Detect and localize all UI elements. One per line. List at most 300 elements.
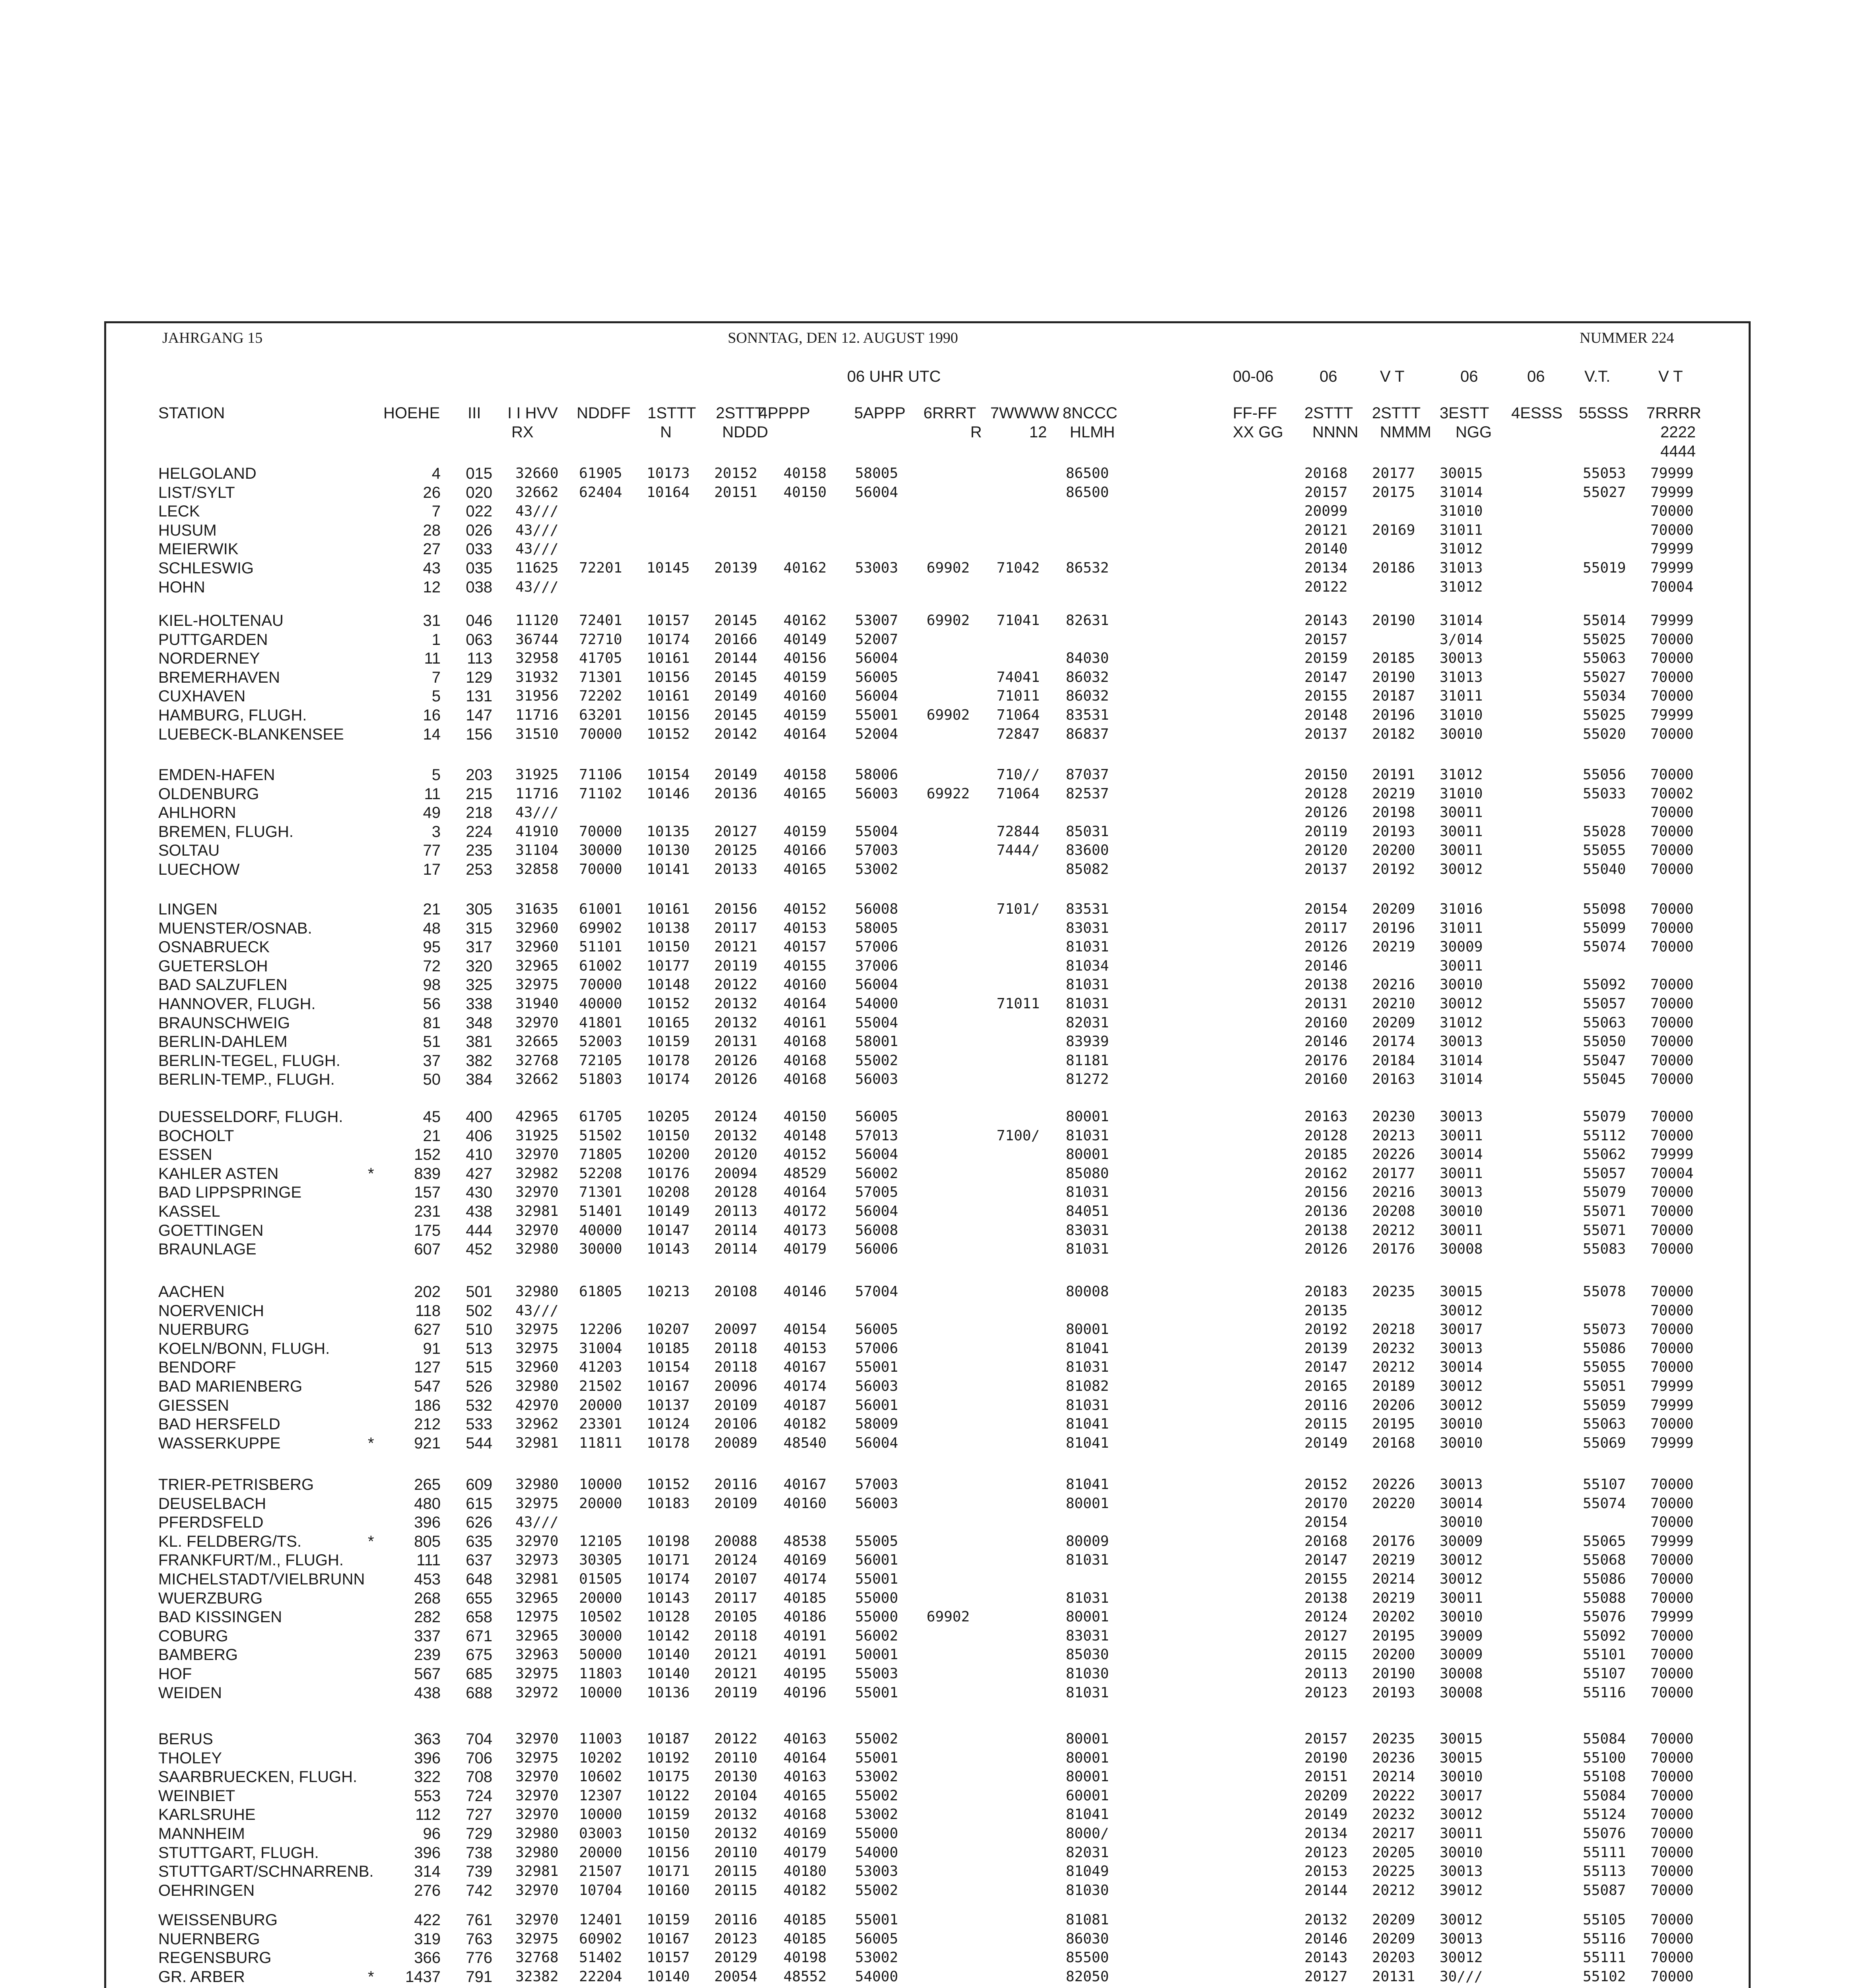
cell-2sttt-c: 20222 bbox=[1372, 1787, 1415, 1804]
cell-8nccc: 82537 bbox=[1066, 785, 1109, 802]
cell-2sttt: 20106 bbox=[714, 1416, 758, 1433]
cell-5appp: 53002 bbox=[855, 1949, 898, 1966]
cell-55sss: 55071 bbox=[1583, 1203, 1626, 1219]
cell-5appp: 58005 bbox=[855, 465, 898, 481]
cell-55sss: 55074 bbox=[1583, 939, 1626, 955]
cell-ihvv: 32980 bbox=[515, 1844, 559, 1861]
cell-5appp: 58006 bbox=[855, 767, 898, 783]
table-row bbox=[0, 1202, 1858, 1221]
cell-4pppp: 40160 bbox=[783, 977, 827, 993]
cell-7rrrr: 70000 bbox=[1650, 1052, 1694, 1069]
cell-4pppp: 40168 bbox=[783, 1033, 827, 1050]
cell-1sttt: 10176 bbox=[647, 1165, 690, 1182]
cell-55sss: 55057 bbox=[1583, 996, 1626, 1012]
cell-3estt: 30008 bbox=[1440, 1241, 1483, 1258]
cell-2sttt: 20123 bbox=[714, 1930, 758, 1947]
cell-station: DUESSELDORF, FLUGH. bbox=[158, 1108, 343, 1126]
table-row bbox=[0, 706, 1858, 725]
cell-2sttt-c: 20217 bbox=[1372, 1825, 1415, 1842]
cell-3estt: 30012 bbox=[1440, 1949, 1483, 1966]
cell-2sttt-b: 20126 bbox=[1304, 804, 1348, 821]
cell-3estt: 31010 bbox=[1440, 785, 1483, 802]
cell-2sttt: 20109 bbox=[714, 1397, 758, 1413]
cell-hoehe: 322 bbox=[414, 1768, 441, 1786]
cell-55sss: 55019 bbox=[1583, 560, 1626, 576]
cell-4pppp: 40182 bbox=[783, 1416, 827, 1433]
cell-iii: 015 bbox=[466, 465, 492, 482]
cell-4pppp: 40169 bbox=[783, 1552, 827, 1569]
cell-ihvv: 32973 bbox=[515, 1552, 559, 1569]
cell-hoehe: 175 bbox=[414, 1221, 441, 1239]
cell-2sttt-b: 20159 bbox=[1304, 650, 1348, 667]
cell-nddff: 72105 bbox=[579, 1052, 622, 1069]
cell-55sss: 55100 bbox=[1583, 1749, 1626, 1766]
col-1sttt: 1STTT bbox=[647, 404, 696, 422]
cell-ihvv: 11716 bbox=[515, 785, 559, 802]
cell-3estt: 31014 bbox=[1440, 612, 1483, 629]
cell-5appp: 56008 bbox=[855, 1222, 898, 1239]
cell-iii: 513 bbox=[466, 1340, 492, 1357]
table-row bbox=[0, 1013, 1858, 1033]
cell-5appp: 55002 bbox=[855, 1731, 898, 1747]
col-top-06c: 06 bbox=[1527, 368, 1545, 385]
cell-ihvv: 32960 bbox=[515, 939, 559, 955]
cell-4pppp: 40152 bbox=[783, 1146, 827, 1163]
cell-5appp: 55005 bbox=[855, 1533, 898, 1549]
cell-3estt: 30012 bbox=[1440, 1397, 1483, 1413]
cell-2sttt-c: 20200 bbox=[1372, 842, 1415, 859]
cell-7rrrr: 79999 bbox=[1650, 707, 1694, 723]
cell-55sss: 55111 bbox=[1583, 1949, 1626, 1966]
cell-ihvv: 43/// bbox=[515, 541, 559, 557]
table-row bbox=[0, 649, 1858, 668]
cell-hoehe: 396 bbox=[414, 1749, 441, 1767]
cell-7wwww: 71042 bbox=[997, 560, 1040, 576]
cell-2sttt-c: 20209 bbox=[1372, 1930, 1415, 1947]
cell-iii: 305 bbox=[466, 901, 492, 918]
cell-7rrrr: 70000 bbox=[1650, 669, 1694, 685]
cell-nddff: 72710 bbox=[579, 631, 622, 648]
cell-iii: 685 bbox=[466, 1665, 492, 1683]
cell-4pppp: 40146 bbox=[783, 1283, 827, 1300]
cell-1sttt: 10200 bbox=[647, 1146, 690, 1163]
cell-4pppp: 40154 bbox=[783, 1321, 827, 1338]
cell-ihvv: 31932 bbox=[515, 669, 559, 685]
cell-55sss: 55079 bbox=[1583, 1184, 1626, 1201]
cell-5appp: 37006 bbox=[855, 957, 898, 974]
cell-7rrrr: 70000 bbox=[1650, 1806, 1694, 1823]
table-row bbox=[0, 900, 1858, 919]
cell-8nccc: 84030 bbox=[1066, 650, 1109, 667]
cell-nddff: 10602 bbox=[579, 1769, 622, 1785]
cell-ihvv: 41910 bbox=[515, 823, 559, 840]
cell-2sttt-c: 20225 bbox=[1372, 1863, 1415, 1880]
cell-iii: 763 bbox=[466, 1930, 492, 1948]
cell-2sttt: 20127 bbox=[714, 823, 758, 840]
cell-2sttt-b: 20138 bbox=[1304, 1590, 1348, 1606]
cell-4pppp: 40165 bbox=[783, 861, 827, 878]
cell-1sttt: 10143 bbox=[647, 1241, 690, 1258]
cell-3estt: 30017 bbox=[1440, 1787, 1483, 1804]
cell-7rrrr: 70000 bbox=[1650, 1514, 1694, 1531]
cell-hoehe: 265 bbox=[414, 1476, 441, 1493]
cell-2sttt-c: 20206 bbox=[1372, 1397, 1415, 1413]
cell-hoehe: 396 bbox=[414, 1514, 441, 1532]
cell-station: NORDERNEY bbox=[158, 650, 260, 668]
col-c5: 4ESSS bbox=[1511, 404, 1563, 422]
cell-2sttt: 20109 bbox=[714, 1495, 758, 1512]
cell-1sttt: 10207 bbox=[647, 1321, 690, 1338]
cell-hoehe: 72 bbox=[423, 957, 441, 975]
table-row bbox=[0, 559, 1858, 578]
cell-2sttt-b: 20155 bbox=[1304, 688, 1348, 705]
cell-5appp: 55004 bbox=[855, 1014, 898, 1031]
cell-4pppp: 40167 bbox=[783, 1359, 827, 1376]
cell-4pppp: 40149 bbox=[783, 631, 827, 648]
cell-3estt: 30011 bbox=[1440, 957, 1483, 974]
cell-5appp: 54000 bbox=[855, 1968, 898, 1985]
cell-iii: 381 bbox=[466, 1033, 492, 1051]
cell-ihvv: 43/// bbox=[515, 1302, 559, 1319]
cell-5appp: 57003 bbox=[855, 1476, 898, 1493]
cell-1sttt: 10140 bbox=[647, 1646, 690, 1663]
cell-nddff: 10000 bbox=[579, 1476, 622, 1493]
cell-8nccc: 80001 bbox=[1066, 1731, 1109, 1747]
cell-7wwww: 710// bbox=[997, 767, 1040, 783]
cell-iii: 400 bbox=[466, 1108, 492, 1126]
cell-2sttt-b: 20146 bbox=[1304, 957, 1348, 974]
cell-55sss: 55063 bbox=[1583, 1014, 1626, 1031]
cell-ihvv: 32958 bbox=[515, 650, 559, 667]
cell-8nccc: 86837 bbox=[1066, 726, 1109, 742]
cell-2sttt: 20108 bbox=[714, 1283, 758, 1300]
cell-55sss: 55055 bbox=[1583, 1359, 1626, 1376]
cell-1sttt: 10122 bbox=[647, 1787, 690, 1804]
cell-4pppp: 40168 bbox=[783, 1806, 827, 1823]
cell-ihvv: 32980 bbox=[515, 1476, 559, 1493]
cell-8nccc: 81031 bbox=[1066, 1359, 1109, 1376]
cell-2sttt: 20124 bbox=[714, 1552, 758, 1569]
cell-7rrrr: 70000 bbox=[1650, 1627, 1694, 1644]
cell-7rrrr: 70000 bbox=[1650, 1552, 1694, 1569]
cell-iii: 325 bbox=[466, 976, 492, 994]
cell-hoehe: 438 bbox=[414, 1684, 441, 1702]
cell-3estt: 30010 bbox=[1440, 1514, 1483, 1531]
cell-55sss: 55088 bbox=[1583, 1590, 1626, 1606]
cell-4pppp: 40172 bbox=[783, 1203, 827, 1219]
cell-7rrrr: 79999 bbox=[1650, 1397, 1694, 1413]
cell-station: BERLIN-DAHLEM bbox=[158, 1033, 288, 1051]
cell-7rrrr: 70000 bbox=[1650, 503, 1694, 520]
cell-7rrrr: 70000 bbox=[1650, 1014, 1694, 1031]
cell-3estt: 30011 bbox=[1440, 1127, 1483, 1144]
cell-1sttt: 10154 bbox=[647, 767, 690, 783]
cell-4pppp: 40179 bbox=[783, 1844, 827, 1861]
cell-7rrrr: 70000 bbox=[1650, 823, 1694, 840]
table-row bbox=[0, 919, 1858, 938]
cell-iii: 410 bbox=[466, 1146, 492, 1164]
cell-4pppp: 40152 bbox=[783, 901, 827, 917]
cell-2sttt-b: 20147 bbox=[1304, 1359, 1348, 1376]
cell-station: DEUSELBACH bbox=[158, 1495, 266, 1512]
cell-6rrrt: 69902 bbox=[927, 1609, 970, 1625]
cell-3estt: 30011 bbox=[1440, 1165, 1483, 1182]
cell-ihvv: 32981 bbox=[515, 1571, 559, 1587]
cell-station: CUXHAVEN bbox=[158, 687, 246, 705]
cell-7wwww: 7101/ bbox=[997, 901, 1040, 917]
cell-1sttt: 10192 bbox=[647, 1749, 690, 1766]
cell-55sss: 55057 bbox=[1583, 1165, 1626, 1182]
cell-station: AACHEN bbox=[158, 1283, 225, 1301]
cell-4pppp: 40162 bbox=[783, 560, 827, 576]
cell-iii: 063 bbox=[466, 631, 492, 648]
col-top-06b: 06 bbox=[1460, 368, 1478, 385]
cell-8nccc: 83531 bbox=[1066, 707, 1109, 723]
cell-station: BAD MARIENBERG bbox=[158, 1378, 303, 1395]
cell-8nccc: 81031 bbox=[1066, 1590, 1109, 1606]
cell-8nccc: 85082 bbox=[1066, 861, 1109, 878]
cell-2sttt-b: 20137 bbox=[1304, 726, 1348, 742]
cell-4pppp: 40187 bbox=[783, 1397, 827, 1413]
cell-3estt: 30012 bbox=[1440, 861, 1483, 878]
cell-7wwww: 74041 bbox=[997, 669, 1040, 685]
cell-3estt: 30009 bbox=[1440, 1533, 1483, 1549]
cell-2sttt: 20142 bbox=[714, 726, 758, 742]
cell-2sttt-c: 20186 bbox=[1372, 560, 1415, 576]
cell-5appp: 56006 bbox=[855, 1241, 898, 1258]
cell-7wwww: 71064 bbox=[997, 785, 1040, 802]
col-top-00-06: 00-06 bbox=[1233, 368, 1274, 385]
cell-5appp: 56005 bbox=[855, 1321, 898, 1338]
cell-3estt: 31011 bbox=[1440, 522, 1483, 538]
cell-4pppp: 40153 bbox=[783, 1340, 827, 1357]
cell-1sttt: 10171 bbox=[647, 1863, 690, 1880]
cell-3estt: 30013 bbox=[1440, 1930, 1483, 1947]
cell-7rrrr: 70000 bbox=[1650, 996, 1694, 1012]
cell-8nccc: 82031 bbox=[1066, 1014, 1109, 1031]
cell-4pppp: 40165 bbox=[783, 1787, 827, 1804]
table-row bbox=[0, 1339, 1858, 1358]
cell-2sttt: 20145 bbox=[714, 612, 758, 629]
cell-2sttt: 20104 bbox=[714, 1787, 758, 1804]
col-5appp: 5APPP bbox=[854, 404, 906, 422]
cell-2sttt: 20131 bbox=[714, 1033, 758, 1050]
col-1sttt-sub: N bbox=[660, 423, 672, 441]
cell-ihvv: 32665 bbox=[515, 1033, 559, 1050]
cell-1sttt: 10128 bbox=[647, 1609, 690, 1625]
cell-ihvv: 43/// bbox=[515, 1514, 559, 1531]
cell-55sss: 55014 bbox=[1583, 612, 1626, 629]
col-nddff: NDDFF bbox=[577, 404, 631, 422]
cell-station: LUEBECK-BLANKENSEE bbox=[158, 725, 344, 743]
cell-3estt: 30011 bbox=[1440, 842, 1483, 859]
cell-nddff: 71805 bbox=[579, 1146, 622, 1163]
cell-iii: 406 bbox=[466, 1127, 492, 1145]
cell-5appp: 56004 bbox=[855, 977, 898, 993]
cell-2sttt-c: 20163 bbox=[1372, 1071, 1415, 1088]
cell-nddff: 71301 bbox=[579, 669, 622, 685]
cell-1sttt: 10136 bbox=[647, 1684, 690, 1701]
cell-55sss: 55073 bbox=[1583, 1321, 1626, 1338]
cell-iii: 635 bbox=[466, 1532, 492, 1550]
cell-iii: 438 bbox=[466, 1203, 492, 1220]
cell-7rrrr: 79999 bbox=[1650, 1609, 1694, 1625]
cell-5appp: 53003 bbox=[855, 560, 898, 576]
cell-8nccc: 80001 bbox=[1066, 1146, 1109, 1163]
cell-7rrrr: 70000 bbox=[1650, 1495, 1694, 1512]
cell-2sttt-b: 20155 bbox=[1304, 1571, 1348, 1587]
table-row bbox=[0, 1320, 1858, 1339]
table-row bbox=[0, 1221, 1858, 1240]
cell-1sttt: 10174 bbox=[647, 1571, 690, 1587]
cell-2sttt-b: 20132 bbox=[1304, 1912, 1348, 1928]
cell-8nccc: 82631 bbox=[1066, 612, 1109, 629]
cell-2sttt-b: 20146 bbox=[1304, 1033, 1348, 1050]
cell-iii: 501 bbox=[466, 1283, 492, 1301]
table-row bbox=[0, 1589, 1858, 1608]
cell-ihvv: 32970 bbox=[515, 1787, 559, 1804]
cell-iii: 430 bbox=[466, 1184, 492, 1202]
cell-7wwww: 7444/ bbox=[997, 842, 1040, 859]
cell-iii: 510 bbox=[466, 1321, 492, 1339]
cell-2sttt-c: 20226 bbox=[1372, 1476, 1415, 1493]
cell-ihvv: 31956 bbox=[515, 688, 559, 705]
cell-7rrrr: 70000 bbox=[1650, 901, 1694, 917]
col-c3: 2STTT bbox=[1372, 404, 1421, 422]
cell-station: MEIERWIK bbox=[158, 540, 239, 558]
cell-nddff: 22204 bbox=[579, 1968, 622, 1985]
cell-iii: 658 bbox=[466, 1608, 492, 1626]
cell-hoehe: 5 bbox=[431, 766, 441, 784]
cell-ihvv: 32975 bbox=[515, 1930, 559, 1947]
cell-iii: 532 bbox=[466, 1396, 492, 1414]
cell-3estt: 30010 bbox=[1440, 1203, 1483, 1219]
cell-2sttt-b: 20149 bbox=[1304, 1435, 1348, 1451]
cell-5appp: 56004 bbox=[855, 484, 898, 501]
cell-3estt: 31012 bbox=[1440, 579, 1483, 595]
cell-8nccc: 87037 bbox=[1066, 767, 1109, 783]
cell-station: HUSUM bbox=[158, 521, 217, 539]
cell-1sttt: 10152 bbox=[647, 726, 690, 742]
cell-nddff: 40000 bbox=[579, 996, 622, 1012]
cell-ihvv: 32970 bbox=[515, 1769, 559, 1785]
cell-iii: 320 bbox=[466, 957, 492, 975]
cell-7wwww: 71011 bbox=[997, 688, 1040, 705]
cell-55sss: 55084 bbox=[1583, 1731, 1626, 1747]
cell-8nccc: 80001 bbox=[1066, 1321, 1109, 1338]
cell-55sss: 55113 bbox=[1583, 1863, 1626, 1880]
cell-7rrrr: 79999 bbox=[1650, 541, 1694, 557]
cell-5appp: 52007 bbox=[855, 631, 898, 648]
cell-8nccc: 80001 bbox=[1066, 1749, 1109, 1766]
cell-5appp: 52004 bbox=[855, 726, 898, 742]
cell-4pppp: 40185 bbox=[783, 1590, 827, 1606]
cell-station: KIEL-HOLTENAU bbox=[158, 612, 284, 629]
cell-5appp: 56001 bbox=[855, 1552, 898, 1569]
cell-2sttt-b: 20099 bbox=[1304, 503, 1348, 520]
cell-5appp: 53002 bbox=[855, 861, 898, 878]
cell-7rrrr: 70000 bbox=[1650, 804, 1694, 821]
cell-7rrrr: 70000 bbox=[1650, 861, 1694, 878]
cell-iii: 020 bbox=[466, 483, 492, 501]
cell-8nccc: 82050 bbox=[1066, 1968, 1109, 1985]
cell-station: EMDEN-HAFEN bbox=[158, 766, 275, 784]
cell-hoehe: 50 bbox=[423, 1071, 441, 1089]
cell-6rrrt: 69902 bbox=[927, 612, 970, 629]
cell-iii: 688 bbox=[466, 1684, 492, 1702]
cell-5appp: 56008 bbox=[855, 901, 898, 917]
cell-7wwww: 71064 bbox=[997, 707, 1040, 723]
cell-2sttt-b: 20139 bbox=[1304, 1340, 1348, 1357]
cell-2sttt: 20145 bbox=[714, 707, 758, 723]
cell-8nccc: 60001 bbox=[1066, 1787, 1109, 1804]
cell-3estt: 30013 bbox=[1440, 1184, 1483, 1201]
cell-2sttt: 20149 bbox=[714, 688, 758, 705]
cell-2sttt: 20151 bbox=[714, 484, 758, 501]
table-row bbox=[0, 803, 1858, 822]
cell-5appp: 55001 bbox=[855, 707, 898, 723]
cell-5appp: 55003 bbox=[855, 1666, 898, 1682]
cell-nddff: 71102 bbox=[579, 785, 622, 802]
col-c7: 7RRRR bbox=[1646, 404, 1701, 422]
cell-2sttt-c: 20202 bbox=[1372, 1609, 1415, 1625]
cell-3estt: 31014 bbox=[1440, 1071, 1483, 1088]
cell-2sttt-b: 20121 bbox=[1304, 522, 1348, 538]
cell-7wwww: 72847 bbox=[997, 726, 1040, 742]
table-row bbox=[0, 1910, 1858, 1930]
cell-station: HELGOLAND bbox=[158, 465, 257, 482]
cell-2sttt-c: 20209 bbox=[1372, 1912, 1415, 1928]
cell-station: NUERNBERG bbox=[158, 1930, 260, 1948]
cell-2sttt-c: 20230 bbox=[1372, 1109, 1415, 1125]
cell-iii: 791 bbox=[466, 1968, 492, 1986]
cell-2sttt-b: 20157 bbox=[1304, 631, 1348, 648]
cell-3estt: 30013 bbox=[1440, 1863, 1483, 1880]
cell-2sttt-c: 20209 bbox=[1372, 901, 1415, 917]
cell-3estt: 30013 bbox=[1440, 1109, 1483, 1125]
cell-1sttt: 10185 bbox=[647, 1340, 690, 1357]
cell-8nccc: 81031 bbox=[1066, 996, 1109, 1012]
cell-2sttt-b: 20168 bbox=[1304, 1533, 1348, 1549]
cell-ihvv: 32662 bbox=[515, 1071, 559, 1088]
cell-station: HAMBURG, FLUGH. bbox=[158, 707, 307, 724]
cell-station: BAD KISSINGEN bbox=[158, 1608, 282, 1626]
cell-4pppp: 40162 bbox=[783, 612, 827, 629]
cell-2sttt-c: 20192 bbox=[1372, 861, 1415, 878]
cell-3estt: 30009 bbox=[1440, 939, 1483, 955]
cell-1sttt: 10213 bbox=[647, 1283, 690, 1300]
cell-1sttt: 10156 bbox=[647, 707, 690, 723]
cell-55sss: 55107 bbox=[1583, 1666, 1626, 1682]
cell-8nccc: 82031 bbox=[1066, 1844, 1109, 1861]
cell-2sttt-b: 20150 bbox=[1304, 767, 1348, 783]
cell-hoehe: 81 bbox=[423, 1014, 441, 1032]
cell-7rrrr: 70000 bbox=[1650, 1749, 1694, 1766]
cell-nddff: 63201 bbox=[579, 707, 622, 723]
cell-2sttt: 20094 bbox=[714, 1165, 758, 1182]
cell-hoehe: 1 bbox=[431, 631, 441, 648]
cell-3estt: 30015 bbox=[1440, 465, 1483, 481]
cell-ihvv: 12975 bbox=[515, 1609, 559, 1625]
cell-nddff: 10502 bbox=[579, 1609, 622, 1625]
cell-ihvv: 32970 bbox=[515, 1222, 559, 1239]
cell-ihvv: 32981 bbox=[515, 1203, 559, 1219]
cell-5appp: 56005 bbox=[855, 1930, 898, 1947]
cell-3estt: 30009 bbox=[1440, 1646, 1483, 1663]
cell-2sttt-b: 20127 bbox=[1304, 1627, 1348, 1644]
col-c6: 55SSS bbox=[1579, 404, 1629, 422]
cell-1sttt: 10147 bbox=[647, 1222, 690, 1239]
